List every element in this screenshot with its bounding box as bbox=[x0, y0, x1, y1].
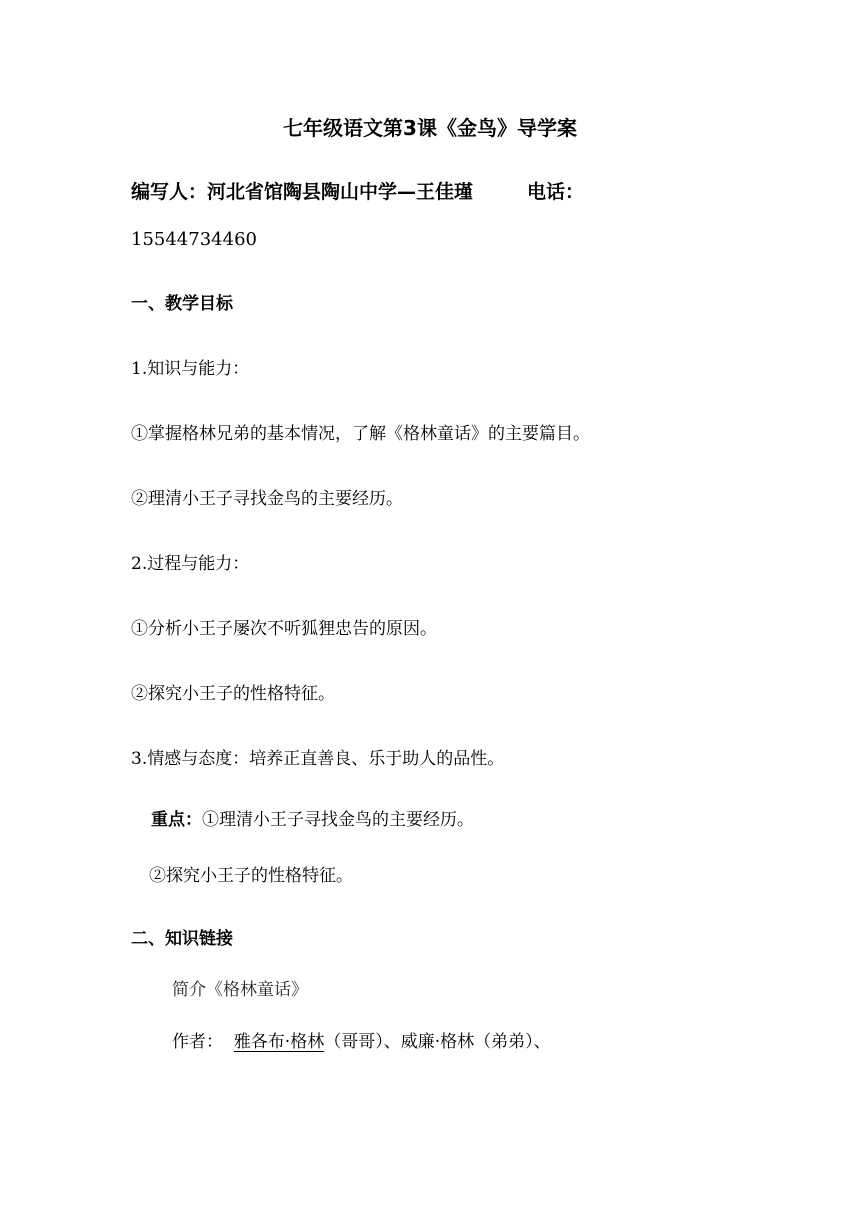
authors-line bbox=[172, 1030, 551, 1054]
goal-1-label: 1.知识与能力： bbox=[131, 359, 250, 379]
author-jacob: 雅各布·格林 bbox=[233, 1032, 325, 1052]
goal-1-item-a: ①掌握格林兄弟的基本情况，了解《格林童话》的主要篇目。 bbox=[131, 424, 590, 444]
goal-1-item-b: ②理清小王子寻找金鸟的主要经历。 bbox=[131, 489, 403, 509]
section-heading-knowledge-link: 二、知识链接 bbox=[131, 929, 233, 949]
authors-rest: （哥哥）、威廉·格林（弟弟）、 bbox=[324, 1032, 551, 1052]
key-point-b: ②探究小王子的性格特征。 bbox=[149, 866, 353, 886]
key-points-line bbox=[151, 808, 474, 832]
goal-2-label: 2.过程与能力： bbox=[131, 554, 250, 574]
key-points-label: 重点： bbox=[151, 810, 202, 830]
document-title: 七年级语文第3课《金鸟》导学案 bbox=[283, 116, 577, 140]
goal-2-item-b: ②探究小王子的性格特征。 bbox=[131, 684, 335, 704]
phone-label: 电话： bbox=[527, 181, 585, 203]
phone-number: 15544734460 bbox=[131, 229, 257, 250]
goal-3: 3.情感与态度：培养正直善良、乐于助人的品性。 bbox=[131, 749, 505, 769]
section-heading-teaching-goals: 一、教学目标 bbox=[131, 294, 233, 314]
grimm-intro: 简介《格林童话》 bbox=[172, 980, 308, 1000]
key-point-a: ①理清小王子寻找金鸟的主要经历。 bbox=[202, 810, 474, 830]
goal-2-item-a: ①分析小王子屡次不听狐狸忠告的原因。 bbox=[131, 619, 437, 639]
author-info: 编写人：河北省馆陶县陶山中学—王佳瑾 bbox=[131, 181, 474, 203]
authors-label: 作者： bbox=[172, 1032, 223, 1052]
author-line bbox=[131, 180, 584, 204]
